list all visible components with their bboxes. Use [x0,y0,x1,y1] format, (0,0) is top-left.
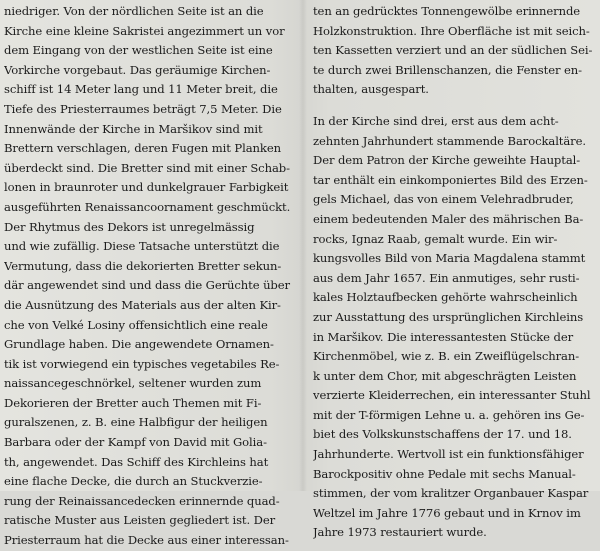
paragraph-gap [313,100,595,112]
text-line: ausgeführten Renaissancoornament geschmückt. [4,199,291,214]
text-line: zehnten Jahrhundert stammende Barockaltäre. [313,133,586,148]
text-line: Dekorieren der Bretter auch Themen mit Fi- [4,395,262,410]
text-line: Vermutung, dass die dekorierten Bretter sekun- [4,258,282,273]
text-line: Barbara oder der Kampf von David mit Golia- [4,435,267,450]
text-line: Vorkirche vorgebaut. Das geräumige Kirchen- [4,62,271,77]
text-line: Brettern verschlagen, deren Fugen mit Planken [4,141,281,156]
left-column [4,2,292,551]
column-gutter [299,0,307,491]
text-line: Barockpositiv ohne Pedale mit sechs Manual- [313,466,576,481]
text-line: kungsvolles Bild von Maria Magdalena stammt [313,251,586,266]
text-line: ten an gedrücktes Tonnengewölbe erinnernde [313,4,581,18]
text-line: mit der T-förmigen Lehne u. a. gehören ins Ge- [313,407,585,422]
text-line: Jahrhunderte. Wertvoll ist ein funktionsfähiger [313,447,584,462]
text-line: verzierte Kleiderrechen, ein interessanter Stuhl [313,388,591,403]
text-line: aus dem Jahr 1657. Ein anmutiges, sehr rusti- [313,270,580,285]
text-line: eine flache Decke, die durch an Stuckverzie- [4,474,263,489]
text-line: und wie zufällig. Diese Tatsache unterstützt die [4,239,280,254]
right-paragraph-2 [313,112,595,543]
text-line: naissancegeschnörkel, seltener wurden zum [4,376,262,391]
text-line: che von Velké Losiny offensichtlich eine reale [4,317,268,332]
text-line: lonen in braunroter und dunkelgrauer Farbigkeit [4,180,289,195]
right-column [313,2,595,543]
text-line: in Maršikov. Die interessantesten Stücke der [313,329,574,344]
text-line: gels Michael, das von einem Velehradbruder, [313,192,574,207]
text-line: Kirche eine kleine Sakristei angezimmert un vor [4,23,285,38]
text-line: thalten, ausgespart. [313,82,429,97]
text-line: Innenwände der Kirche in Maršikov sind mit [4,121,263,136]
text-line: stimmen, der vom kralitzer Organbauer Kaspar [313,486,589,501]
text-line: rocks, Ignaz Raab, gemalt wurde. Ein wir- [313,231,558,246]
text-line: Tiefe des Priesterraumes beträgt 7,5 Meter. Die [4,101,282,116]
text-line: Der dem Patron der Kirche geweihte Hauptal- [313,153,581,168]
text-line: Grundlage haben. Die angewendete Ornamen- [4,337,274,352]
text-line: guralszenen, z. B. eine Halbfigur der heiligen [4,415,268,430]
text-line: ratische Muster aus Leisten gegliedert ist. Der [4,513,276,528]
text-line: die Ausnützung des Materials aus der alten Kir- [4,297,281,312]
text-line: k unter dem Chor, mit abgeschrägten Leisten [313,368,577,383]
text-line: Weltzel im Jahre 1776 gebaut und in Krnov im [313,505,581,520]
text-line: einem bedeutenden Maler des mährischen Ba- [313,211,584,226]
text-line: zur Ausstattung des ursprünglichen Kirchleins [313,309,584,324]
text-line: rung der Reinaissancedecken erinnernde quad- [4,493,280,508]
text-line: Kirchenmöbel, wie z. B. ein Zweiflügelschran- [313,349,580,364]
right-paragraph-1 [313,2,595,100]
text-line: biet des Volkskunstschaffens der 17. und 18. [313,427,572,442]
text-line: Der Rhytmus des Dekors ist unregelmässig [4,219,255,234]
text-line: dem Eingang von der westlichen Seite ist eine [4,43,273,58]
text-line: Jahre 1973 restauriert wurde. [313,525,487,540]
text-line: In der Kirche sind drei, erst aus dem acht- [313,113,559,128]
text-line: tik ist vorwiegend ein typisches vegetabiles Re- [4,356,280,371]
text-line: niedriger. Von der nördlichen Seite ist an die [4,4,264,18]
text-line: där angewendet sind und dass die Gerüchte über [4,278,290,293]
text-line: schiff ist 14 Meter lang und 11 Meter breit, die [4,82,278,97]
text-line: Priesterraum hat die Decke aus einer interessan- [4,533,289,548]
text-line: Holzkonstruktion. Ihre Oberfläche ist mit seich- [313,23,590,38]
text-line: tar enthält ein einkomponiertes Bild des Erzen- [313,172,588,187]
text-line: th, angewendet. Das Schiff des Kirchleins hat [4,454,269,469]
text-line: te durch zwei Brillenschanzen, die Fenster en- [313,62,582,77]
text-line: überdeckt sind. Die Bretter sind mit einer Schab- [4,160,290,175]
text-line: ten Kassetten verziert und an der südlichen Sei- [313,43,593,58]
text-line: kales Holztaufbecken gehörte wahrscheinlich [313,290,578,305]
